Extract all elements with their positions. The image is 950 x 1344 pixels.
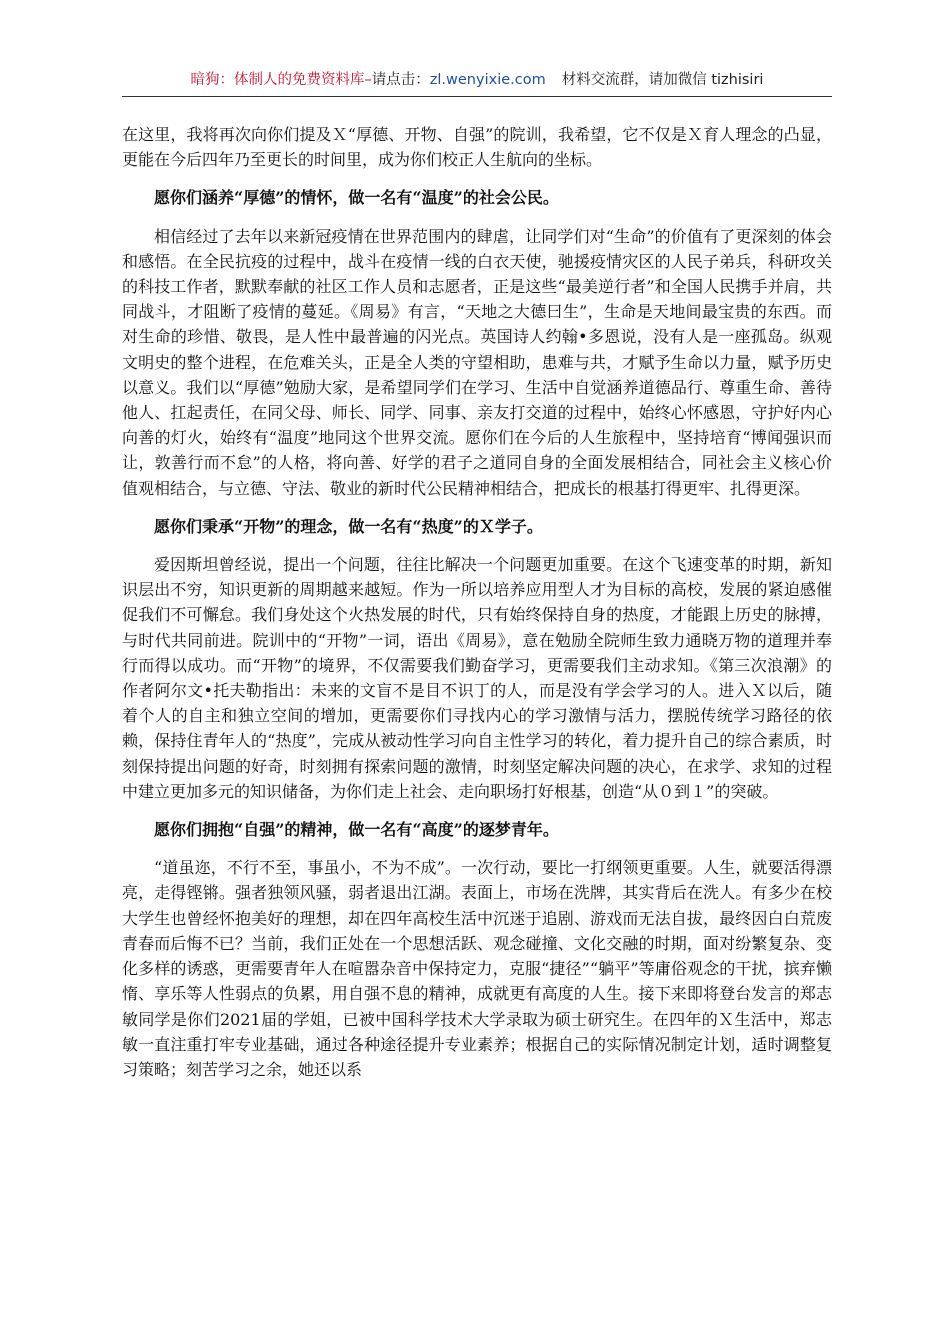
header-dash: – xyxy=(364,72,372,88)
section-heading-houde: 愿你们涵养“厚德”的情怀，做一名有“温度”的社会公民。 xyxy=(154,188,559,208)
header-brand: 暗狗：体制人的免费资料库 xyxy=(190,72,365,88)
header-link[interactable]: zl.wenyixie.com xyxy=(429,72,546,88)
page-header xyxy=(122,70,832,97)
header-prompt: 请点击： xyxy=(371,72,430,88)
section-paragraph-ziqiang: “道虽迩，不行不至，事虽小，不为不成”。一次行动，要比一打纲领更重要。人生，就要活得漂亮，走得铿锵。强者独领风骚，弱者退出江湖。表面上，市场在洗牌，其实背后在洗人。有多少在校大学生也曾经怀抱美好的理想，却在四年高校生活中沉迷于追剧、游戏而无法自拔，最终因白白荒废青春而后悔不已？当前，我们正处在一个思想活跃、观念碰撞、文化交融的时期，面对纷繁复杂、变化多样的诱惑，更需要青年人在喧嚣杂音中保持定力，克服“捷径”“躺平”等庸俗观念的干扰，摈弃懒惰、享乐等人性弱点的负累，用自强不息的精神，成就更有高度的人生。接下来即将登台发言的郑志敏同学是你们2021届的学姐，已被中国科学技术大学录取为硕士研究生。在四年的Ｘ生活中，郑志敏一直注重打牢专业基础，通过各种途径提升专业素养；根据自己的实际情况制定计划，适时调整复习策略；刻苦学习之余，她还以系 xyxy=(122,858,832,1079)
section-paragraph-kaiwu: 爱因斯坦曾经说，提出一个问题，往往比解决一个问题更加重要。在这个飞速变革的时期，新知识层出不穷，知识更新的周期越来越短。作为一所以培养应用型人才为目标的高校，发展的紧迫感催促我们不可懈怠。我们身处这个火热发展的时代，只有始终保持自身的热度，才能跟上历史的脉搏，与时代共同前进。院训中的“开物”一词，语出《周易》，意在勉励全院师生致力通晓万物的道理并奉行而得以成功。而“开物”的境界，不仅需要我们勤奋学习，更需要我们主动求知。《第三次浪潮》的作者阿尔文•托夫勒指出：未来的文盲不是目不识丁的人，而是没有学会学习的人。进入Ｘ以后，随着个人的自主和独立空间的增加，更需要你们寻找内心的学习激情与活力，摆脱传统学习路径的依赖，保持住青年人的“热度”，完成从被动性学习向自主性学习的转化，着力提升自己的综合素质，时刻保持提出问题的好奇，时刻拥有探索问题的激情，时刻坚定解决问题的决心，在求学、求知的过程中建立更加多元的知识储备，为你们走上社会、走向职场打好根基，创造“从０到１”的突破。 xyxy=(122,555,832,801)
header-contact: 材料交流群，请加微信 tizhisiri xyxy=(561,72,764,88)
section-heading-kaiwu: 愿你们秉承“开物”的理念，做一名有“热度”的Ｘ学子。 xyxy=(154,516,543,536)
document-body xyxy=(122,122,832,1095)
section-paragraph-houde: 相信经过了去年以来新冠疫情在世界范围内的肆虐，让同学们对“生命”的价值有了更深刻的体会和感悟。在全民抗疫的过程中，战斗在疫情一线的白衣天使，驰援疫情灾区的人民子弟兵，科研攻关的科技工作者，默默奉献的社区工作人员和志愿者，正是这些“最美逆行者”和全国人民携手并肩，共同战斗，才阻断了疫情的蔓延。《周易》有言，“天地之大德曰生”，生命是天地间最宝贵的东西。而对生命的珍惜、敬畏，是人性中最普遍的闪光点。英国诗人约翰•多恩说，没有人是一座孤岛。纵观文明史的整个进程，在危难关头，正是全人类的守望相助，患难与共，才赋予生命以力量，赋予历史以意义。我们以“厚德”勉励大家，是希望同学们在学习、生活中自觉涵养道德品行、尊重生命、善待他人、扛起责任，在同父母、师长、同学、同事、亲友打交道的过程中，始终心怀感恩，守护好内心向善的灯火，始终有“温度”地同这个世界交流。愿你们在今后的人生旅程中，坚持培育“博闻强识而让，敦善行而不怠”的人格，将向善、好学的君子之道同自身的全面发展相结合，同社会主义核心价值观相结合，与立德、守法、敬业的新时代公民精神相结合，把成长的根基打得更牢、扎得更深。 xyxy=(122,226,832,498)
section-heading-ziqiang: 愿你们拥抱“自强”的精神，做一名有“高度”的逐梦青年。 xyxy=(154,820,559,840)
intro-paragraph: 在这里，我将再次向你们提及Ｘ“厚德、开物、自强”的院训，我希望，它不仅是Ｘ育人理念的凸显，更能在今后四年乃至更长的时间里，成为你们校正人生航向的坐标。 xyxy=(122,125,832,170)
